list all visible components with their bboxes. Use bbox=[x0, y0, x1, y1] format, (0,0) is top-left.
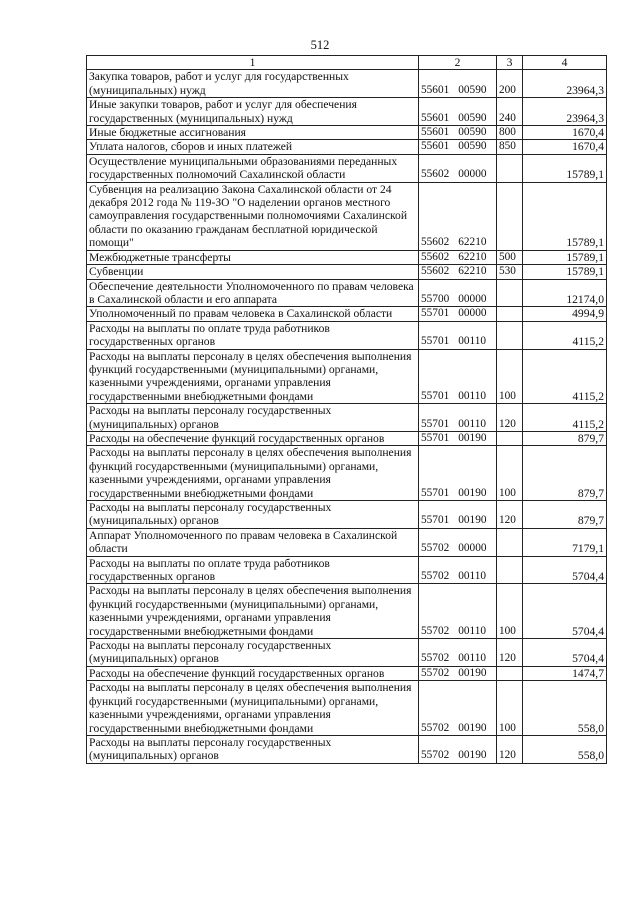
amount: 1474,7 bbox=[523, 666, 607, 680]
target-article-code bbox=[419, 666, 497, 680]
item-name: Закупка товаров, работ и услуг для государственных (муниципальных) нужд bbox=[87, 70, 419, 98]
table-row bbox=[87, 431, 607, 445]
table-row bbox=[87, 639, 607, 667]
code-program-part: 55602 bbox=[421, 236, 450, 249]
item-name: Расходы на выплаты персоналу в целях обеспечения выполнения функций государственными (муниципальными) органами, казенными учреждениями, органами управления государственными внебюджетными фондами bbox=[87, 446, 419, 501]
table-row bbox=[87, 528, 607, 556]
code-direction-part: 62210 bbox=[458, 236, 487, 249]
item-name: Расходы на выплаты персоналу государственных (муниципальных) органов bbox=[87, 735, 419, 763]
code-direction-part: 00000 bbox=[458, 292, 487, 305]
target-article-code bbox=[419, 349, 497, 404]
table-row bbox=[87, 681, 607, 736]
amount: 15789,1 bbox=[523, 265, 607, 279]
amount: 558,0 bbox=[523, 681, 607, 736]
target-article-code bbox=[419, 431, 497, 445]
table-row bbox=[87, 556, 607, 584]
target-article-code bbox=[419, 321, 497, 349]
amount: 879,7 bbox=[523, 431, 607, 445]
item-name: Обеспечение деятельности Уполномоченного по правам человека в Сахалинской области и его аппарата bbox=[87, 279, 419, 307]
amount: 5704,4 bbox=[523, 584, 607, 639]
table-row bbox=[87, 140, 607, 154]
code-program-part: 55602 bbox=[421, 250, 450, 263]
code-direction-part: 62210 bbox=[458, 250, 487, 263]
table-body bbox=[87, 70, 607, 763]
amount: 1670,4 bbox=[523, 126, 607, 140]
item-name: Расходы на выплаты по оплате труда работников государственных органов bbox=[87, 556, 419, 584]
item-name: Расходы на выплаты персоналу в целях обеспечения выполнения функций государственными (муниципальными) органами, казенными учреждениями, органами управления государственными внебюджетными фондами bbox=[87, 681, 419, 736]
code-program-part: 55701 bbox=[421, 514, 450, 527]
target-article-code bbox=[419, 265, 497, 279]
code-program-part: 55602 bbox=[421, 168, 450, 181]
expense-type-code bbox=[497, 528, 523, 556]
code-program-part: 55701 bbox=[421, 431, 450, 444]
code-direction-part: 00190 bbox=[458, 721, 487, 734]
expense-type-code bbox=[497, 321, 523, 349]
expense-type-code: 100 bbox=[497, 681, 523, 736]
code-program-part: 55702 bbox=[421, 721, 450, 734]
table-row bbox=[87, 584, 607, 639]
table-row bbox=[87, 666, 607, 680]
table-row bbox=[87, 735, 607, 763]
target-article-code bbox=[419, 154, 497, 182]
amount: 879,7 bbox=[523, 446, 607, 501]
code-direction-part: 00190 bbox=[458, 514, 487, 527]
amount: 7179,1 bbox=[523, 528, 607, 556]
item-name: Осуществление муниципальными образованиями переданных государственных полномочий Сахалинской области bbox=[87, 154, 419, 182]
code-direction-part: 00110 bbox=[458, 389, 487, 402]
code-program-part: 55702 bbox=[421, 652, 450, 665]
expense-type-code bbox=[497, 307, 523, 321]
expense-type-code: 100 bbox=[497, 446, 523, 501]
target-article-code bbox=[419, 681, 497, 736]
code-direction-part: 00110 bbox=[458, 417, 487, 430]
target-article-code bbox=[419, 528, 497, 556]
table-row bbox=[87, 349, 607, 404]
code-program-part: 55601 bbox=[421, 83, 450, 96]
code-program-part: 55701 bbox=[421, 486, 450, 499]
expense-type-code: 120 bbox=[497, 404, 523, 432]
expense-type-code: 850 bbox=[497, 140, 523, 154]
table-row bbox=[87, 70, 607, 98]
code-program-part: 55701 bbox=[421, 389, 450, 402]
amount: 4994,9 bbox=[523, 307, 607, 321]
code-program-part: 55702 bbox=[421, 542, 450, 555]
code-program-part: 55602 bbox=[421, 265, 450, 278]
item-name: Расходы на обеспечение функций государственных органов bbox=[87, 431, 419, 445]
target-article-code bbox=[419, 279, 497, 307]
item-name: Расходы на обеспечение функций государственных органов bbox=[87, 666, 419, 680]
target-article-code bbox=[419, 98, 497, 126]
expense-type-code bbox=[497, 182, 523, 250]
expense-type-code bbox=[497, 431, 523, 445]
code-program-part: 55601 bbox=[421, 111, 450, 124]
code-direction-part: 00000 bbox=[458, 307, 487, 320]
code-program-part: 55702 bbox=[421, 570, 450, 583]
table-row bbox=[87, 154, 607, 182]
item-name: Уполномоченный по правам человека в Сахалинской области bbox=[87, 307, 419, 321]
column-header-2: 2 bbox=[419, 56, 497, 70]
page-number: 512 bbox=[310, 38, 330, 52]
target-article-code bbox=[419, 446, 497, 501]
amount: 15789,1 bbox=[523, 182, 607, 250]
code-direction-part: 00590 bbox=[458, 83, 487, 96]
table-row bbox=[87, 265, 607, 279]
item-name: Расходы на выплаты персоналу государственных (муниципальных) органов bbox=[87, 639, 419, 667]
amount: 15789,1 bbox=[523, 250, 607, 264]
target-article-code bbox=[419, 556, 497, 584]
expense-type-code bbox=[497, 279, 523, 307]
target-article-code bbox=[419, 735, 497, 763]
table-row bbox=[87, 250, 607, 264]
code-direction-part: 00110 bbox=[458, 652, 487, 665]
code-direction-part: 00590 bbox=[458, 140, 487, 153]
table-row bbox=[87, 307, 607, 321]
item-name: Субвенция на реализацию Закона Сахалинской области от 24 декабря 2012 года № 119-ЗО "О наделении органов местного самоуправления государственными полномочиями Сахалинской области по оказанию гражданам бесплатной юридической помощи" bbox=[87, 182, 419, 250]
amount: 23964,3 bbox=[523, 98, 607, 126]
code-direction-part: 00110 bbox=[458, 570, 487, 583]
code-program-part: 55601 bbox=[421, 140, 450, 153]
item-name: Расходы на выплаты персоналу государственных (муниципальных) органов bbox=[87, 404, 419, 432]
budget-table bbox=[86, 55, 607, 764]
target-article-code bbox=[419, 182, 497, 250]
item-name: Расходы на выплаты персоналу в целях обеспечения выполнения функций государственными (муниципальными) органами, казенными учреждениями, органами управления государственными внебюджетными фондами bbox=[87, 584, 419, 639]
expense-type-code bbox=[497, 556, 523, 584]
table-row bbox=[87, 182, 607, 250]
amount: 4115,2 bbox=[523, 321, 607, 349]
amount: 15789,1 bbox=[523, 154, 607, 182]
code-program-part: 55701 bbox=[421, 307, 450, 320]
column-header-3: 3 bbox=[497, 56, 523, 70]
code-program-part: 55702 bbox=[421, 624, 450, 637]
target-article-code bbox=[419, 126, 497, 140]
item-name: Расходы на выплаты персоналу государственных (муниципальных) органов bbox=[87, 501, 419, 529]
target-article-code bbox=[419, 404, 497, 432]
table-row bbox=[87, 126, 607, 140]
code-program-part: 55701 bbox=[421, 335, 450, 348]
item-name: Аппарат Уполномоченного по правам человека в Сахалинской области bbox=[87, 528, 419, 556]
target-article-code bbox=[419, 501, 497, 529]
amount: 23964,3 bbox=[523, 70, 607, 98]
expense-type-code: 240 bbox=[497, 98, 523, 126]
expense-type-code bbox=[497, 666, 523, 680]
target-article-code bbox=[419, 140, 497, 154]
code-program-part: 55702 bbox=[421, 666, 450, 679]
amount: 4115,2 bbox=[523, 404, 607, 432]
expense-type-code: 100 bbox=[497, 584, 523, 639]
target-article-code bbox=[419, 70, 497, 98]
amount: 879,7 bbox=[523, 501, 607, 529]
target-article-code bbox=[419, 250, 497, 264]
table-row bbox=[87, 98, 607, 126]
item-name: Иные закупки товаров, работ и услуг для обеспечения государственных (муниципальных) нужд bbox=[87, 98, 419, 126]
amount: 12174,0 bbox=[523, 279, 607, 307]
expense-type-code: 530 bbox=[497, 265, 523, 279]
item-name: Уплата налогов, сборов и иных платежей bbox=[87, 140, 419, 154]
table-row bbox=[87, 404, 607, 432]
code-direction-part: 00000 bbox=[458, 168, 487, 181]
target-article-code bbox=[419, 307, 497, 321]
expense-type-code: 120 bbox=[497, 735, 523, 763]
code-direction-part: 00190 bbox=[458, 431, 487, 444]
table-header bbox=[87, 56, 607, 70]
target-article-code bbox=[419, 584, 497, 639]
column-header-1: 1 bbox=[87, 56, 419, 70]
item-name: Межбюджетные трансферты bbox=[87, 250, 419, 264]
expense-type-code: 500 bbox=[497, 250, 523, 264]
expense-type-code: 800 bbox=[497, 126, 523, 140]
header-row bbox=[87, 56, 607, 70]
code-program-part: 55701 bbox=[421, 417, 450, 430]
code-direction-part: 00590 bbox=[458, 111, 487, 124]
code-direction-part: 00590 bbox=[458, 126, 487, 139]
code-program-part: 55702 bbox=[421, 749, 450, 762]
code-direction-part: 00000 bbox=[458, 542, 487, 555]
code-direction-part: 00190 bbox=[458, 749, 487, 762]
expense-type-code: 120 bbox=[497, 501, 523, 529]
table-row bbox=[87, 279, 607, 307]
amount: 5704,4 bbox=[523, 639, 607, 667]
amount: 558,0 bbox=[523, 735, 607, 763]
expense-type-code: 200 bbox=[497, 70, 523, 98]
item-name: Расходы на выплаты по оплате труда работников государственных органов bbox=[87, 321, 419, 349]
item-name: Иные бюджетные ассигнования bbox=[87, 126, 419, 140]
amount: 5704,4 bbox=[523, 556, 607, 584]
item-name: Расходы на выплаты персоналу в целях обеспечения выполнения функций государственными (муниципальными) органами, казенными учреждениями, органами управления государственными внебюджетными фондами bbox=[87, 349, 419, 404]
expense-type-code: 100 bbox=[497, 349, 523, 404]
code-direction-part: 00110 bbox=[458, 624, 487, 637]
table-row bbox=[87, 446, 607, 501]
column-header-4: 4 bbox=[523, 56, 607, 70]
expense-type-code: 120 bbox=[497, 639, 523, 667]
amount: 4115,2 bbox=[523, 349, 607, 404]
target-article-code bbox=[419, 639, 497, 667]
code-direction-part: 62210 bbox=[458, 265, 487, 278]
expense-type-code bbox=[497, 154, 523, 182]
table-row bbox=[87, 321, 607, 349]
code-direction-part: 00190 bbox=[458, 666, 487, 679]
code-direction-part: 00110 bbox=[458, 335, 487, 348]
code-program-part: 55700 bbox=[421, 292, 450, 305]
code-program-part: 55601 bbox=[421, 126, 450, 139]
code-direction-part: 00190 bbox=[458, 486, 487, 499]
item-name: Субвенции bbox=[87, 265, 419, 279]
table-row bbox=[87, 501, 607, 529]
amount: 1670,4 bbox=[523, 140, 607, 154]
